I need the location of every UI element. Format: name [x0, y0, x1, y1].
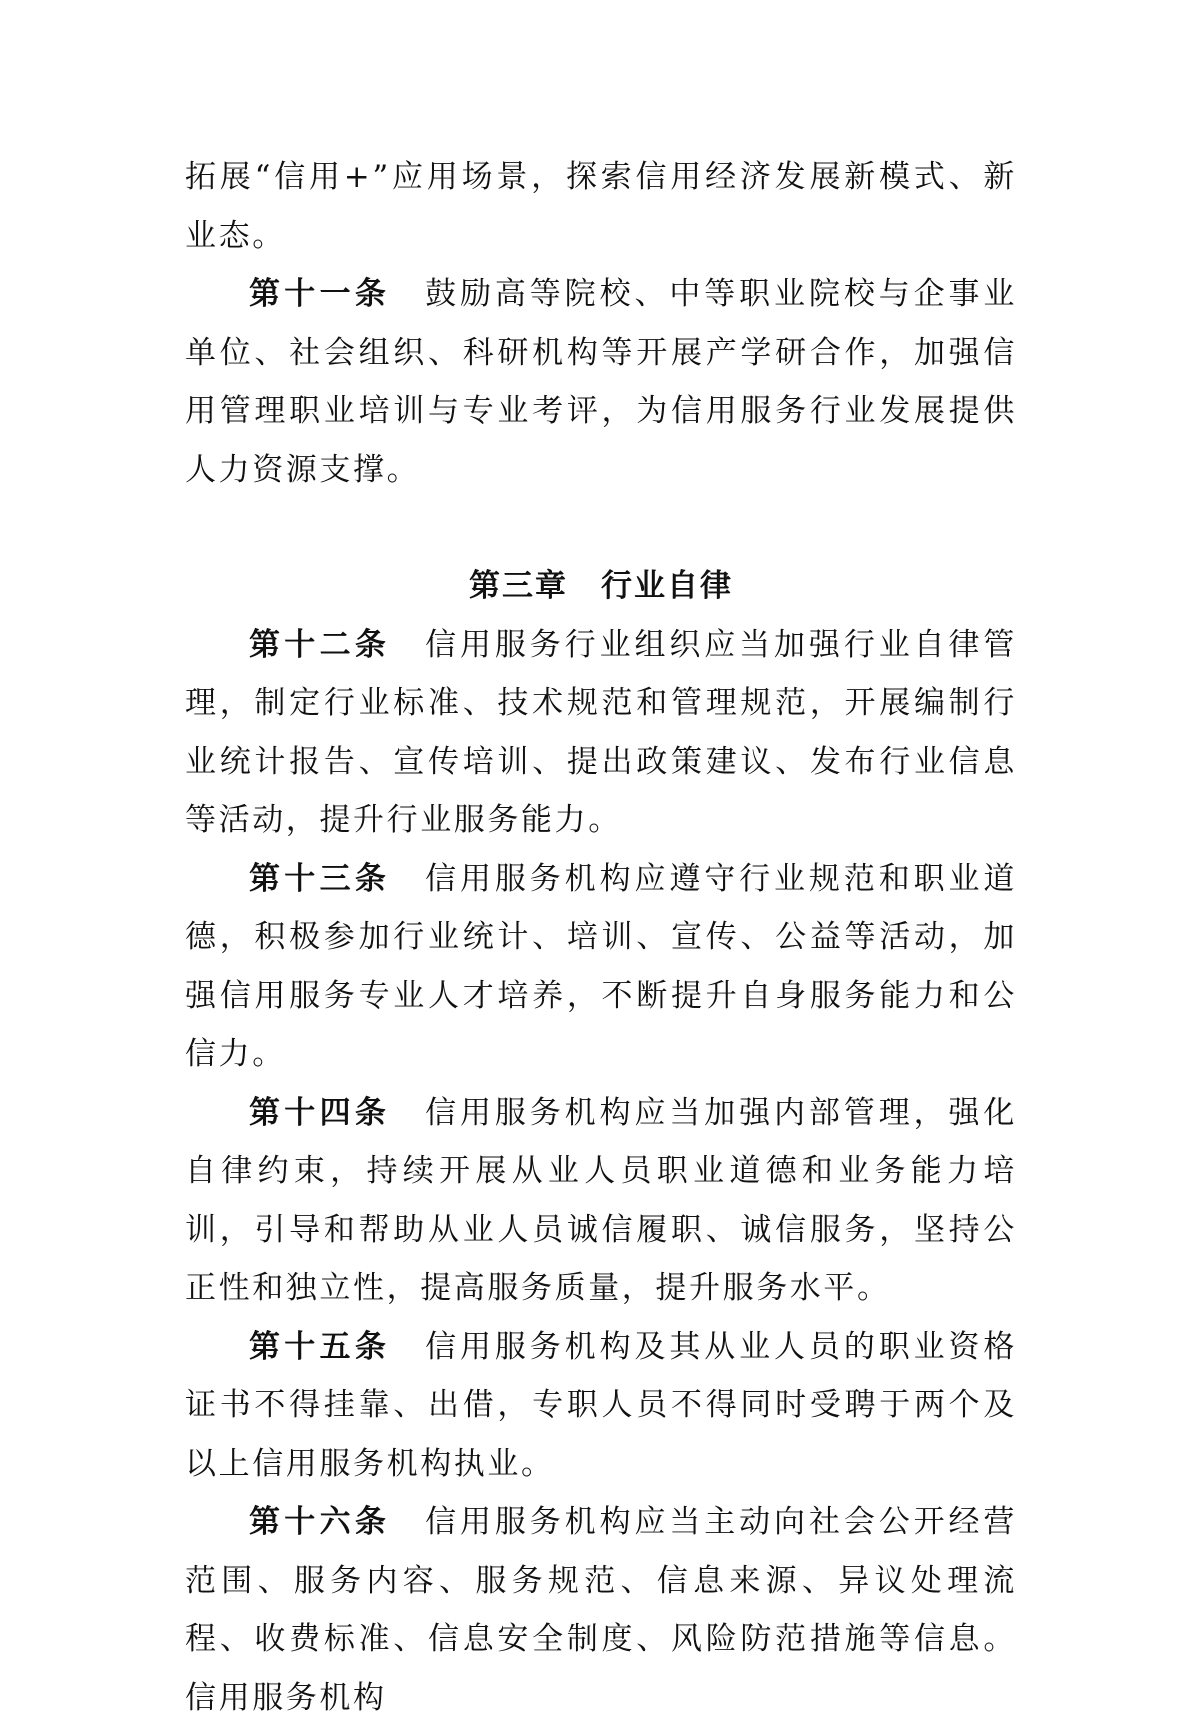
article-text: 信用服务机构应当主动向社会公开经营范围、服务内容、服务规范、信息来源、异议处理流程、收费标准、信息安全制度、风险防范措施等信息。信用服务机构: [185, 1504, 1018, 1716]
article-11: [185, 265, 1017, 499]
chapter-title: 行业自律: [601, 568, 733, 604]
article-number: 第十三条: [249, 860, 391, 897]
article-12: [185, 616, 1017, 850]
document-page: [185, 148, 1017, 1727]
article-text: 信用服务行业组织应当加强行业自律管理，制定行业标准、技术规范和管理规范，开展编制行业统计报告、宣传培训、提出政策建议、发布行业信息等活动，提升行业服务能力。: [185, 626, 1018, 838]
article-number: 第十四条: [249, 1094, 391, 1131]
chapter-number: 第三章: [469, 568, 568, 604]
article-16: [185, 1493, 1017, 1727]
article-15: [185, 1318, 1017, 1494]
article-number: 第十六条: [249, 1504, 391, 1540]
article-text: 鼓励高等院校、中等职业院校与企事业单位、社会组织、科研机构等开展产学研合作，加强信用管理职业培训与专业考评，为信用服务行业发展提供人力资源支撑。: [185, 276, 1018, 488]
article-text: 信用服务机构应遵守行业规范和职业道德，积极参加行业统计、培训、宣传、公益等活动，加强信用服务专业人才培养，不断提升自身服务能力和公信力。: [185, 860, 1018, 1072]
article-text: 信用服务机构及其从业人员的职业资格证书不得挂靠、出借，专职人员不得同时受聘于两个及以上信用服务机构执业。: [185, 1328, 1018, 1482]
article-number: 第十一条: [249, 276, 391, 312]
article-number: 第十二条: [249, 626, 391, 663]
chapter-heading: [185, 557, 1017, 616]
article-13: [185, 850, 1017, 1084]
article-number: 第十五条: [249, 1328, 391, 1365]
article-14: [185, 1084, 1017, 1318]
article-text: 信用服务机构应当加强内部管理，强化自律约束，持续开展从业人员职业道德和业务能力培训，引导和帮助从业人员诚信履职、诚信服务，坚持公正性和独立性，提高服务质量，提升服务水平。: [185, 1094, 1018, 1306]
continuation-paragraph: 拓展“信用+”应用场景，探索信用经济发展新模式、新业态。: [185, 159, 1017, 254]
